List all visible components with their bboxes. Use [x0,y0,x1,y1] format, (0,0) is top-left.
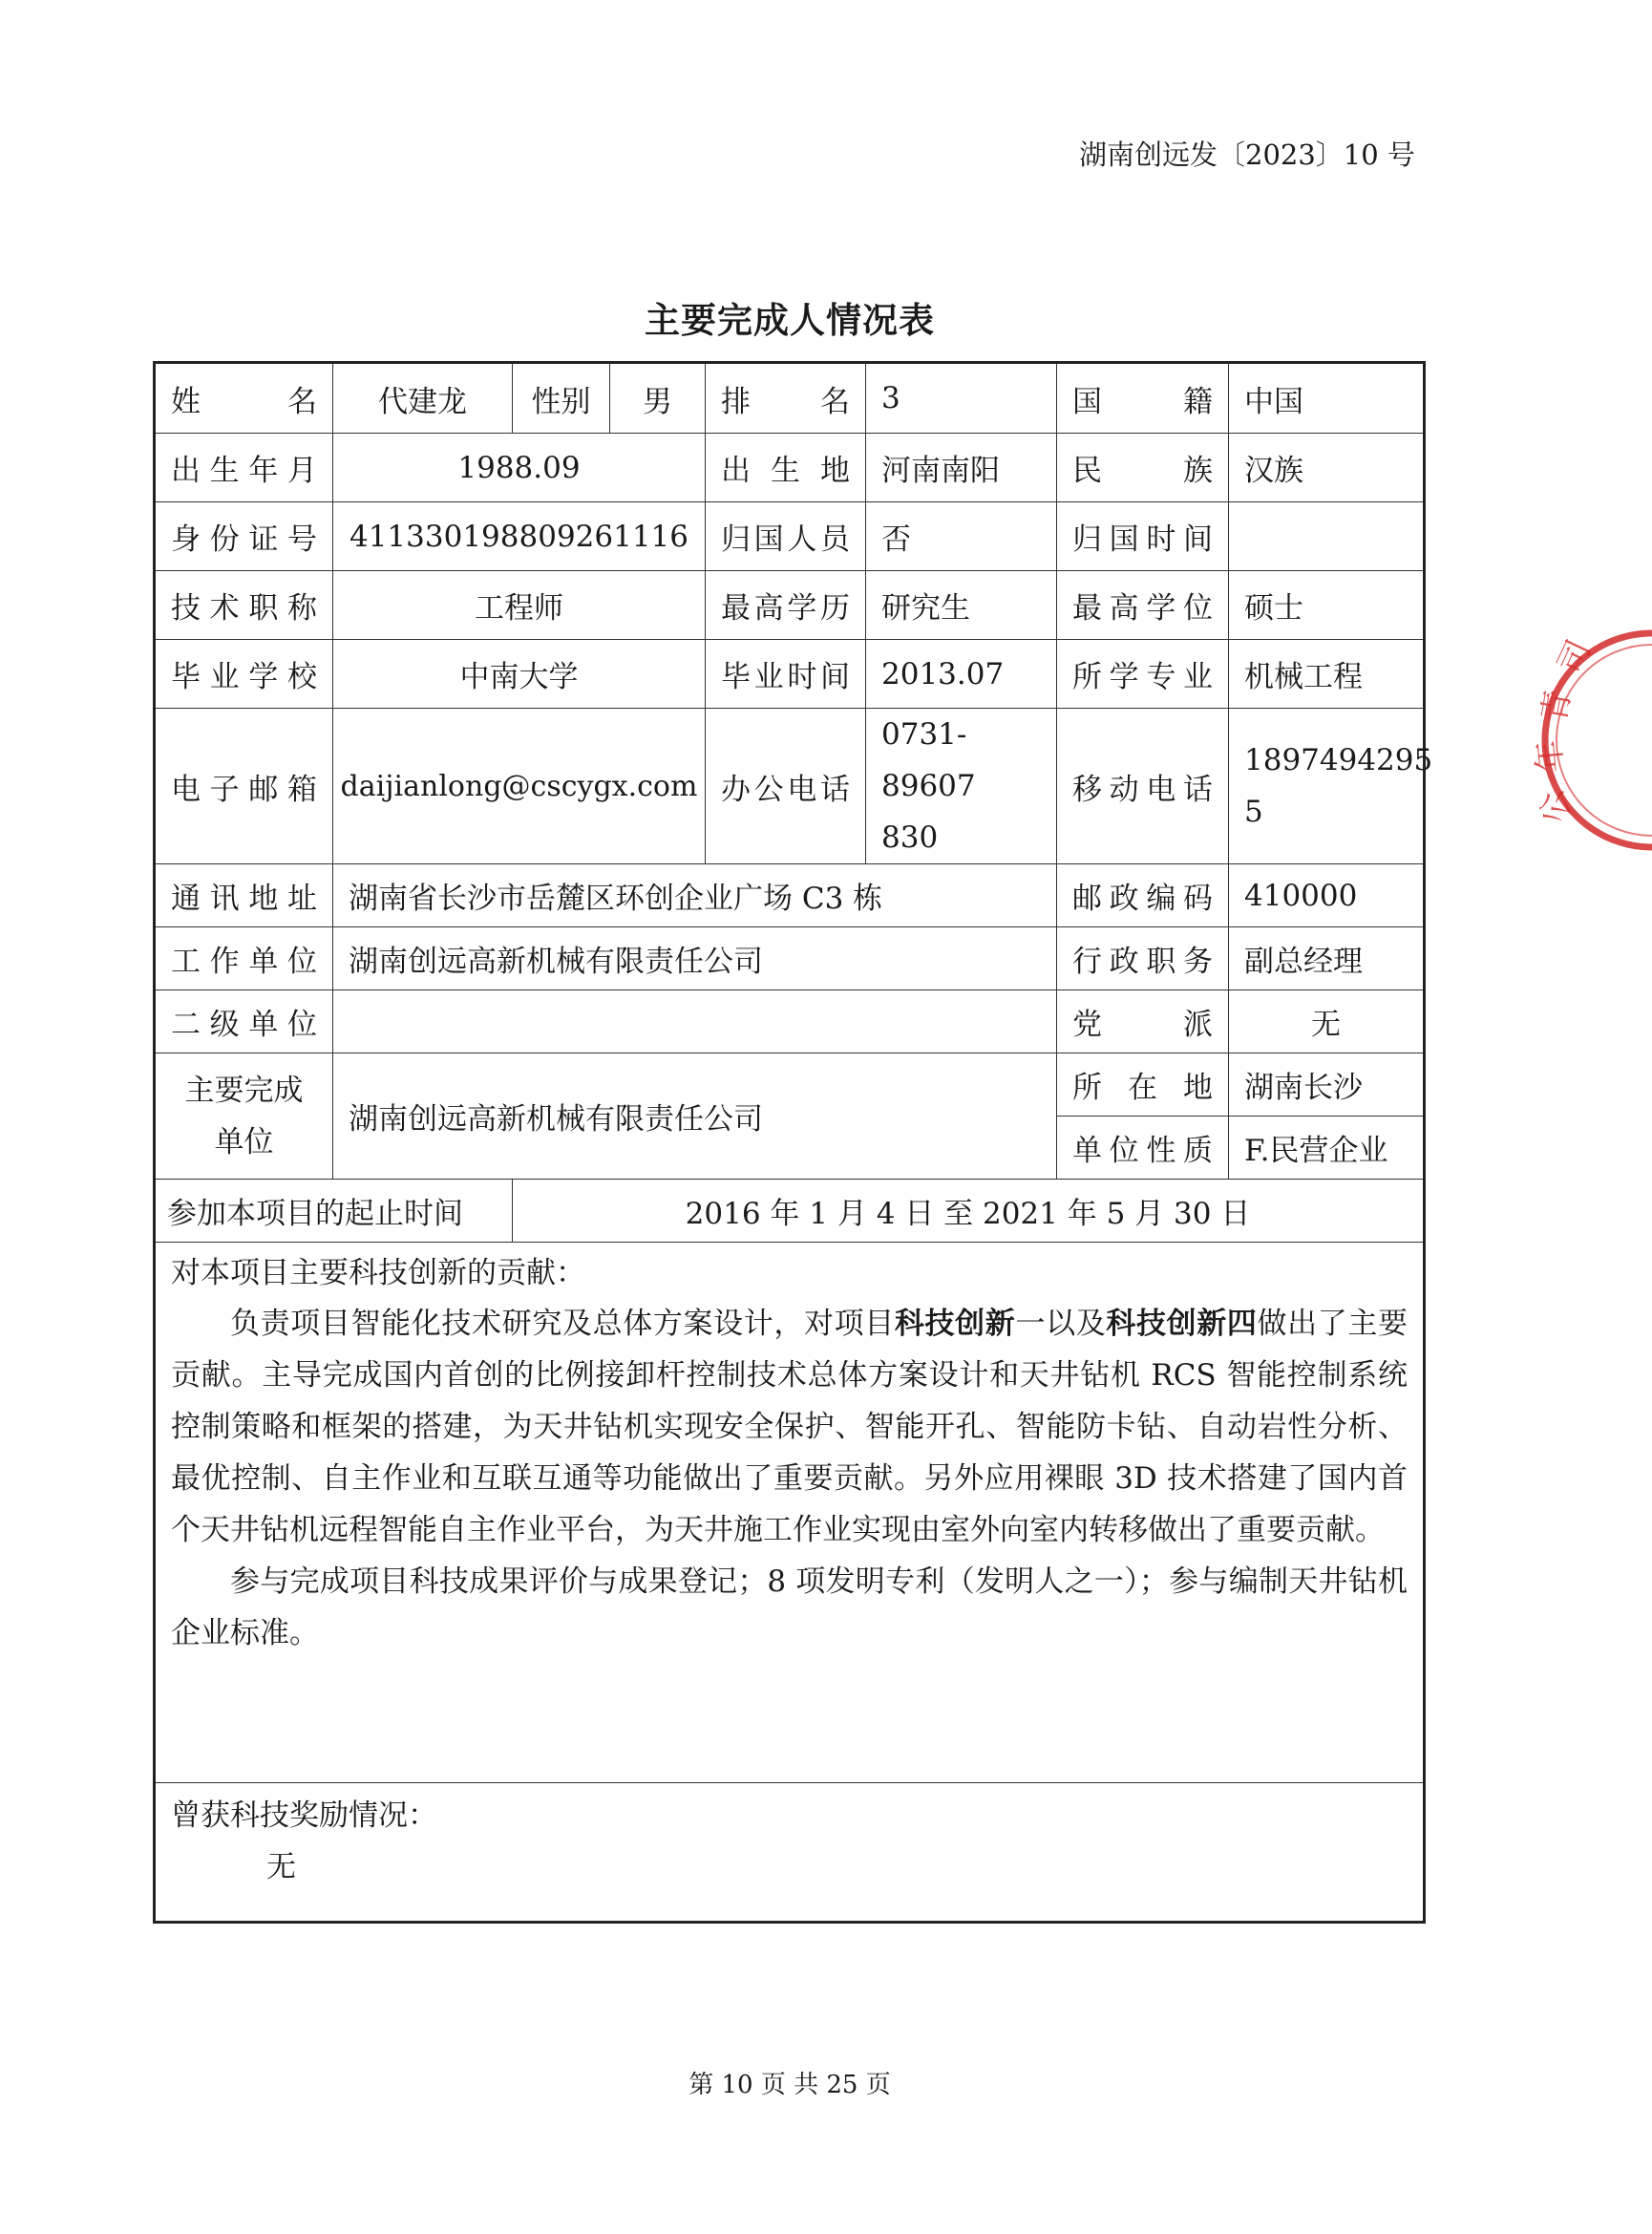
contribution-bold-1: 科技创新 [894,1307,1016,1341]
gender-label: 性别 [513,363,610,434]
main-unit-value: 湖南创远高新机械有限责任公司 [333,1053,1057,1180]
contribution-paragraph-2: 参与完成项目科技成果评价与成果登记；8 项发明专利（发明人之一）；参与编制天井钻机企业标准。 [171,1564,1408,1650]
document-number: 湖南创远发〔2023〕10 号 [1079,138,1415,171]
returnee-label: 归国人员 [706,502,866,571]
mobile-value [1229,709,1433,864]
party-label: 党 派 [1057,990,1229,1053]
degree-label: 最高学位 [1057,571,1229,640]
employer-label: 工作单位 [155,927,333,990]
person-info-table [153,361,1433,1924]
office-phone-label: 办公电话 [706,709,866,864]
grad-time-label: 毕业时间 [706,640,866,709]
location-value: 湖南长沙 [1229,1053,1425,1117]
postcode-label: 邮政编码 [1057,864,1229,927]
major-value: 机械工程 [1229,640,1425,709]
main-unit-label-line-1: 主要完成 [184,1073,304,1108]
birth-label: 出生年月 [155,434,333,502]
birthplace-value: 河南南阳 [866,434,1057,502]
contribution-paragraph-1 [171,1298,1408,1556]
page-footer: 第 10 页 共 25 页 [688,2071,891,2099]
employer-value: 湖南创远高新机械有限责任公司 [333,927,1057,990]
office-phone-value [866,709,1057,864]
position-value: 副总经理 [1229,927,1425,990]
awards-section [155,1783,1425,1923]
id-label: 身份证号 [155,502,333,571]
contribution-text-c: 一以及 [1015,1307,1107,1341]
unit-type-value: F.民营企业 [1229,1117,1425,1180]
education-label: 最高学历 [706,571,866,640]
education-value: 研究生 [866,571,1057,640]
ethnicity-label: 民 族 [1057,434,1229,502]
contribution-section [155,1243,1425,1783]
party-value: 无 [1229,990,1425,1053]
svg-text:年: 年 [1530,738,1571,775]
period-label: 参加本项目的起止时间 [155,1180,513,1243]
svg-text:青: 青 [1535,687,1578,726]
main-unit-label-line-2: 单位 [214,1124,274,1160]
name-label: 姓 名 [155,363,333,434]
rank-label: 排 名 [706,363,866,434]
contribution-heading: 对本项目主要科技创新的贡献： [171,1256,585,1290]
page-title: 主要完成人情况表 [645,299,935,341]
grad-time-value: 2013.07 [866,640,1057,709]
company-seal-icon [1509,621,1652,860]
email-label: 电子邮箱 [155,709,333,864]
svg-text:公: 公 [1532,784,1580,829]
contribution-text-a: 负责项目智能化技术研究及总体方案设计，对项目 [230,1307,895,1341]
degree-value: 硕士 [1229,571,1425,640]
awards-value: 无 [266,1850,296,1884]
contribution-bold-2: 科技创新四 [1106,1307,1258,1341]
gender-value: 男 [610,363,706,434]
tech-title-value: 工程师 [333,571,706,640]
email-value: daijianlong@cscygx.com [333,709,706,864]
mobile-label: 移动电话 [1057,709,1229,864]
awards-heading: 曾获科技奖励情况： [171,1798,437,1833]
address-value: 湖南省长沙市岳麓区环创企业广场 C3 栋 [333,864,1057,927]
secondary-unit-label: 二级单位 [155,990,333,1053]
school-value: 中南大学 [333,640,706,709]
main-unit-label [155,1053,333,1180]
office-phone-line-1: 0731-89607 [881,717,976,803]
tech-title-label: 技术职称 [155,571,333,640]
school-label: 毕业学校 [155,640,333,709]
office-phone-line-2: 830 [881,820,939,855]
return-time-value [1229,502,1425,571]
nationality-value: 中国 [1229,363,1425,434]
svg-text:司: 司 [1550,634,1599,680]
name-value: 代建龙 [333,363,513,434]
contribution-text-d: 做出了主要贡献。主导完成国内首创的比例接卸杆控制技术总体方案设计和天井钻机 RCS 智能控制系统控制策略和框架的搭建，为天井钻机实现安全保护、智能开孔、智能防卡钻、自动岩性分析、最优控制、自主作业和互联互通等功能做出了重要贡献。另外应用裸眼 3D 技术搭建了国内首个天井钻机远程智能自主作业平台，为天井施工作业实现由室外向室内转移做出了重要贡献。 [171,1307,1408,1547]
nationality-label: 国 籍 [1057,363,1229,434]
major-label: 所学专业 [1057,640,1229,709]
mobile-line-1: 1897494295 [1244,743,1433,777]
return-time-label: 归国时间 [1057,502,1229,571]
secondary-unit-value [333,990,1057,1053]
birth-value: 1988.09 [333,434,706,502]
position-label: 行政职务 [1057,927,1229,990]
mobile-line-2: 5 [1244,795,1263,829]
returnee-value: 否 [866,502,1057,571]
period-value: 2016 年 1 月 4 日 至 2021 年 5 月 30 日 [513,1180,1425,1243]
address-label: 通讯地址 [155,864,333,927]
postcode-value: 410000 [1229,864,1425,927]
ethnicity-value: 汉族 [1229,434,1425,502]
rank-value: 3 [866,363,1057,434]
location-label: 所 在 地 [1057,1053,1229,1117]
birthplace-label: 出 生 地 [706,434,866,502]
unit-type-label: 单位性质 [1057,1117,1229,1180]
id-value: 411330198809261116 [333,502,706,571]
